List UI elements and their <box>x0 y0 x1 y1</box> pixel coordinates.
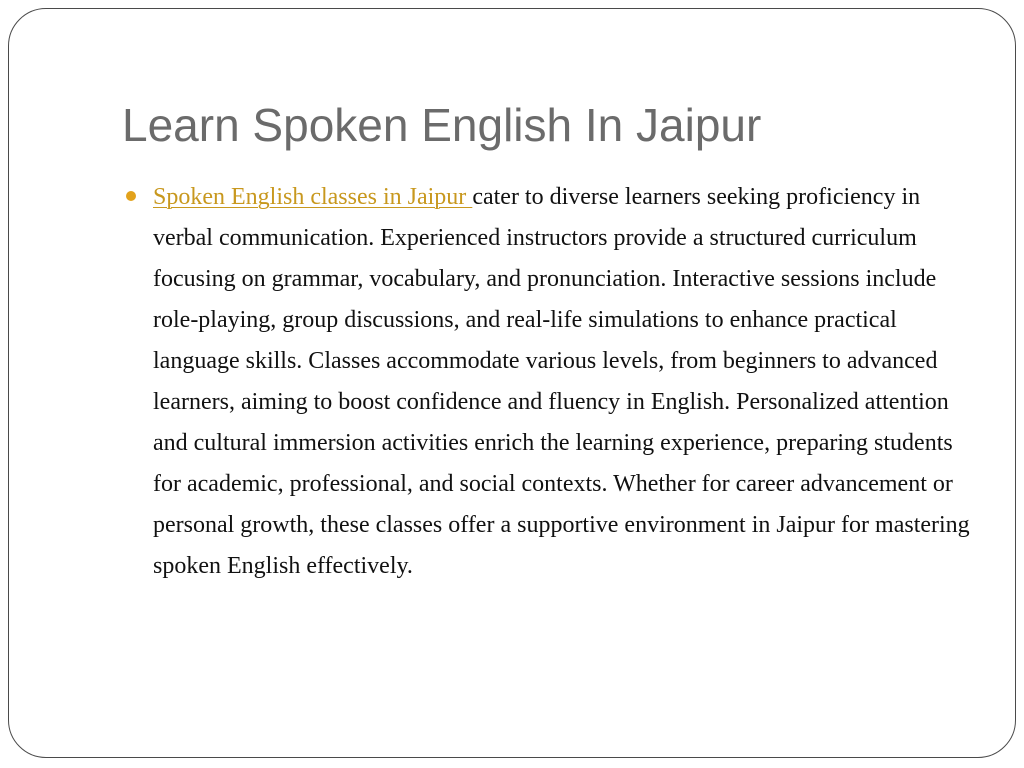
spoken-english-classes-link[interactable]: Spoken English classes in Jaipur <box>153 184 473 210</box>
slide-frame <box>8 8 1016 758</box>
bullet-body-text: cater to diverse learners seeking proficiency in verbal communication. Experienced instructors provide a structured curriculum focusing on grammar, vocabulary, and pronunciation. Interactive sessions include role-playing, group discussions, and real-life simulations to enhance practical language skills. Classes accommodate various levels, from beginners to advanced learners, aiming to boost confidence and fluency in English. Personalized attention and cultural immersion activities enrich the learning experience, preparing students for academic, professional, and social contexts. Whether for career advancement or personal growth, these classes offer a supportive environment in Jaipur for mastering spoken English effectively. <box>153 184 970 579</box>
slide-title: Learn Spoken English In Jaipur <box>122 99 762 151</box>
bullet-dot-icon <box>126 191 136 201</box>
bullet-text <box>153 177 983 587</box>
